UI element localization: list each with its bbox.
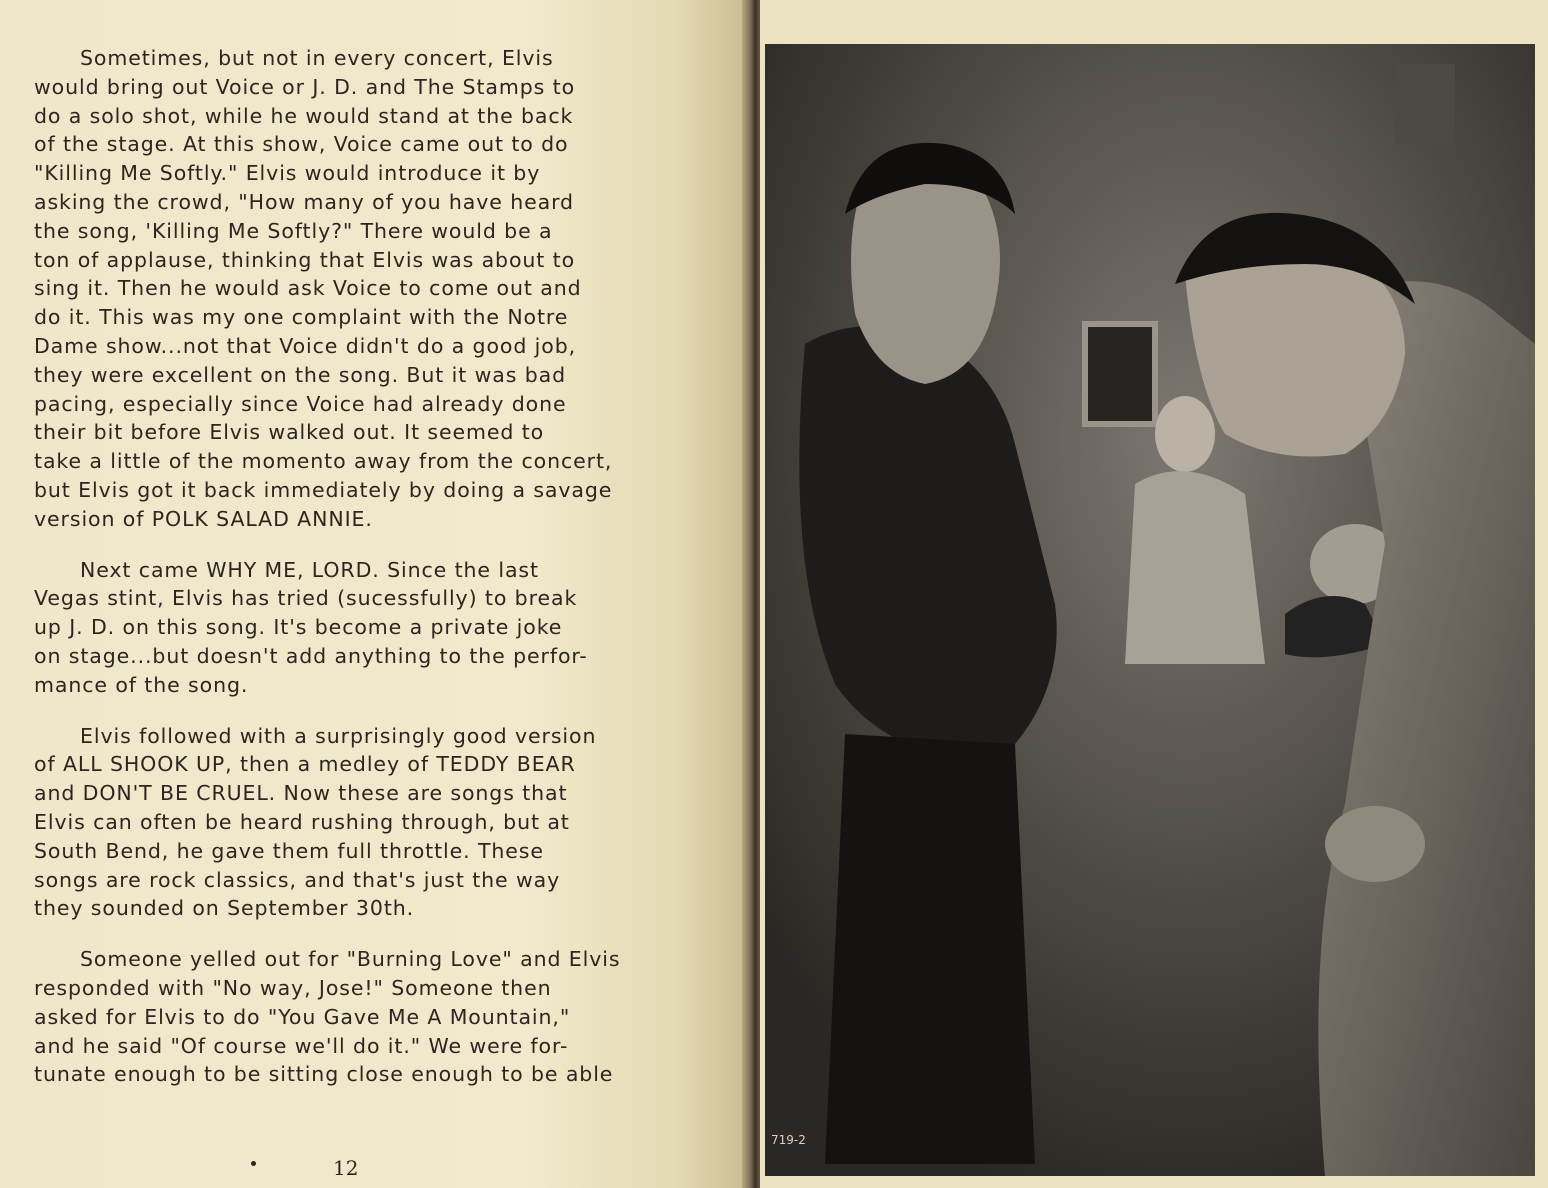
text-line: and DON'T BE CRUEL. Now these are songs that: [34, 781, 568, 806]
text-line: Vegas stint, Elvis has tried (sucessfully) to break: [34, 586, 578, 611]
text-line: would bring out Voice or J. D. and The Stamps to: [34, 74, 576, 99]
text-line: of the stage. At this show, Voice came out to do: [34, 132, 569, 157]
text-line: do it. This was my one complaint with the Notre: [34, 305, 569, 330]
text-line: do a solo shot, while he would stand at the back: [34, 103, 574, 128]
wall-object: [1395, 64, 1455, 144]
text-line: Dame show...not that Voice didn't do a good job,: [34, 333, 577, 358]
text-line: responded with "No way, Jose!" Someone then: [34, 975, 552, 1000]
text-line: asked for Elvis to do "You Gave Me A Mountain,": [34, 1004, 571, 1029]
text-line: Someone yelled out for "Burning Love" and Elvis: [80, 947, 621, 972]
paragraph-2: [34, 556, 684, 700]
man-hand: [1325, 806, 1425, 882]
text-line: they sounded on September 30th.: [34, 896, 415, 921]
page-number: 12: [333, 1156, 359, 1180]
text-line: the song, 'Killing Me Softly?" There would be a: [34, 218, 553, 243]
text-line: take a little of the momento away from the concert,: [34, 449, 613, 474]
text-line: asking the crowd, "How many of you have heard: [34, 189, 574, 214]
article-text: [34, 44, 684, 1111]
text-line: Elvis can often be heard rushing through, but at: [34, 809, 570, 834]
text-line: and he said "Of course we'll do it." We were for-: [34, 1033, 569, 1058]
background-person-body: [1125, 471, 1265, 664]
text-line: they were excellent on the song. But it was bad: [34, 362, 566, 387]
wall-picture-frame: [1085, 324, 1155, 424]
text-line: up J. D. on this song. It's become a private joke: [34, 615, 563, 640]
text-line: Sometimes, but not in every concert, Elvis: [80, 46, 554, 70]
paragraph-4: [34, 945, 684, 1089]
background-person-face: [1155, 396, 1215, 472]
text-line: on stage...but doesn't add anything to the perfor-: [34, 643, 588, 668]
text-line: but Elvis got it back immediately by doing a savage: [34, 477, 613, 502]
text-line: ton of applause, thinking that Elvis was about to: [34, 247, 576, 272]
photo-caption: 719-2: [771, 1133, 806, 1147]
text-line: version of POLK SALAD ANNIE.: [34, 506, 373, 531]
text-line: Elvis followed with a surprisingly good version: [80, 723, 597, 748]
text-line: tunate enough to be sitting close enough to be able: [34, 1062, 614, 1087]
text-line: "Killing Me Softly." Elvis would introduce it by: [34, 161, 541, 186]
text-line: South Bend, he gave them full throttle. These: [34, 838, 544, 863]
paragraph-1: [34, 44, 684, 534]
text-line: sing it. Then he would ask Voice to come out and: [34, 276, 582, 301]
text-line: pacing, especially since Voice had already done: [34, 391, 567, 416]
left-page: [0, 0, 752, 1188]
trousers-figure: [825, 734, 1035, 1164]
text-line: mance of the song.: [34, 672, 249, 697]
text-line: songs are rock classics, and that's just the way: [34, 867, 561, 892]
film-still-photo: [765, 44, 1535, 1176]
photo-illustration: [765, 44, 1535, 1176]
text-line: of ALL SHOOK UP, then a medley of TEDDY BEAR: [34, 752, 576, 777]
page-dot: [251, 1161, 256, 1166]
paragraph-3: [34, 722, 684, 924]
text-line: Next came WHY ME, LORD. Since the last: [80, 557, 539, 582]
text-line: their bit before Elvis walked out. It seemed to: [34, 420, 545, 445]
